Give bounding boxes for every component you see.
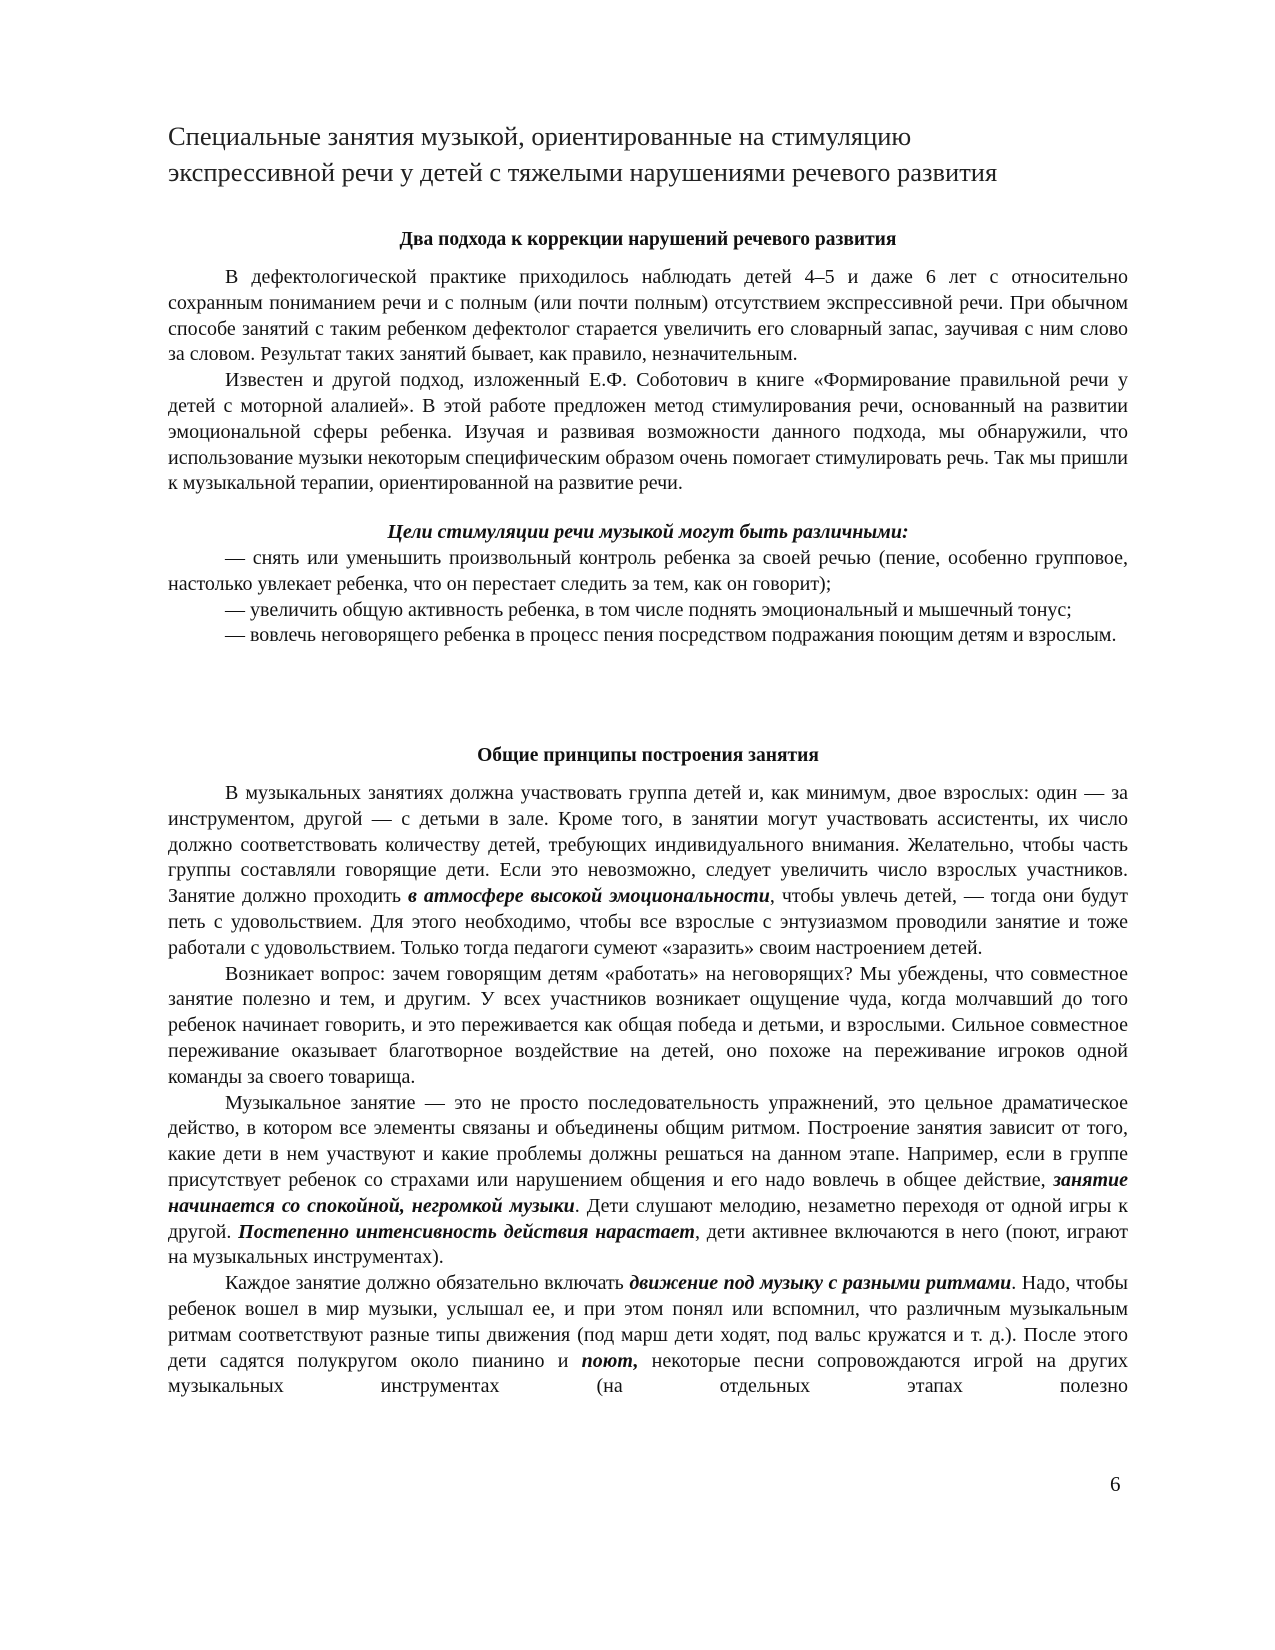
text-run: , дети активнее включаются в него (поют, играют на музыкальных инструментах). (168, 1220, 1128, 1269)
page-number: 6 (1110, 1472, 1121, 1496)
text-run: Известен и другой подход, изложенный Е.Ф. Соботович в книге «Формирование правильной речи у детей с моторной алалией». В этой работе предложен метод стимулирования речи, основанный на развитии эмоциональной сферы ребенка. Изучая и развивая возможности данного подхода, мы обнаружили, что использование музыки некоторым специфическим образом очень помогает стимулировать речь. Так мы пришли к музыкальной терапии, ориентированной на развитие речи. (168, 369, 1128, 495)
text-run: — увеличить общую активность ребенка, в том числе поднять эмоциональный и мышечный тонус; (225, 598, 1072, 621)
title-line-2: экспрессивной речи у детей с тяжелыми нарушениями речевого развития (168, 157, 998, 187)
section-2-paragraphs (168, 781, 1128, 1400)
goals-heading: Цели стимуляции речи музыкой могут быть различными: (387, 521, 909, 544)
text-run: Музыкальное занятие — это не просто последовательность упражнений, это цельное драматическое действо, в котором все элементы связаны и объединены общим ритмом. Построение занятия зависит от того, какие дети в нем участвуют и какие проблемы должны решаться на данном этапе. Например, если в группе присутствует ребенок со страхами или нарушением общения и его надо вовлечь в общее действие, (168, 1091, 1128, 1191)
paragraph (168, 962, 1128, 1091)
text-run: , чтобы увлечь детей, — тогда они будут петь с удовольствием. Для этого необходимо, чтобы все взрослые с энтузиазмом проводили занятие и тоже работали с удовольствием. Только тогда педагоги сумеют «заразить» своим настроением детей. (168, 885, 1129, 959)
paragraph (168, 368, 1128, 497)
text-run: Возникает вопрос: зачем говорящим детям «работать» на неговорящих? Мы убеждены, что совместное занятие полезно и тем, и другим. У всех участников возникает ощущение чуда, когда молчавший до того ребенок начинает говорить, и это переживается как общая победа и детьми, и взрослыми. Сильное совместное переживание оказывает благотворное воздействие на детей, оно похоже на переживание игроков одной команды за своего товарища. (168, 962, 1128, 1088)
title-line-1: Специальные занятия музыкой, ориентированные на стимуляцию (168, 121, 912, 151)
emphasized-text: движение под музыку с разными ритмами (629, 1272, 1012, 1295)
paragraph (168, 598, 1128, 624)
section-1-heading: Два подхода к коррекции нарушений речевого развития (399, 229, 897, 250)
text-run: . Дети слушают мелодию, незаметно переходя от одной игры к другой. (168, 1194, 1128, 1243)
paragraph (168, 1271, 1128, 1400)
section-2-body (168, 781, 1128, 1400)
text-run: Каждое занятие должно обязательно включать (225, 1272, 630, 1295)
emphasized-text: поют, (581, 1349, 639, 1372)
paragraph (168, 1091, 1128, 1272)
text-run: В музыкальных занятиях должна участвовать группа детей и, как минимум, двое взрослых: один — за инструментом, другой — с детьми в зале. Кроме того, в занятии могут участвовать ассистенты, их число должно соответствовать количеству детей, требующих индивидуального внимания. Желательно, чтобы часть группы составляли говорящие дети. Если это невозможно, следует увеличить число взрослых участников. Занятие должно проходить (168, 782, 1128, 908)
section-1-paragraphs (168, 265, 1128, 497)
emphasized-text: занятие начинается со спокойной, негромкой музыки (168, 1168, 1128, 1217)
text-run: — снять или уменьшить произвольный контроль ребенка за своей речью (пение, особенно групповое, настолько увлекает ребенка, что он перестает следить за тем, как он говорит); (168, 546, 1128, 595)
paragraph (168, 623, 1128, 649)
text-run: некоторые песни сопровождаются игрой на других музыкальных инструментах (на отдельных этапах полезно (168, 1349, 1128, 1398)
text-run: В дефектологической практике приходилось наблюдать детей 4–5 и даже 6 лет с относительно сохранным пониманием речи и с полным (или почти полным) отсутствием экспрессивной речи. При обычном способе занятий с таким ребенком дефектолог старается увеличить его словарный запас, заучивая с ним слово за словом. Результат таких занятий бывает, как правило, незначительным. (168, 266, 1128, 366)
emphasized-text: Постепенно интенсивность действия нарастает (238, 1220, 695, 1243)
emphasized-text: в атмосфере высокой эмоциональности (408, 885, 770, 908)
section-2-heading: Общие принципы построения занятия (477, 745, 819, 766)
goals-list (168, 546, 1128, 649)
text-run: — вовлечь неговорящего ребенка в процесс пения посредством подражания поющим детям и взрослым. (225, 624, 1117, 647)
text-run: . Надо, чтобы ребенок вошел в мир музыки, услышал ее, и при этом понял или вспомнил, что различным музыкальным ритмам соответствуют разные типы движения (под марш дети ходят, под вальс кружатся и т. д.). После этого дети садятся полукругом около пианино и (168, 1272, 1128, 1372)
document-title (168, 118, 1168, 190)
section-1-body (168, 265, 1128, 649)
paragraph (168, 265, 1128, 368)
paragraph (168, 781, 1128, 962)
paragraph (168, 546, 1128, 598)
